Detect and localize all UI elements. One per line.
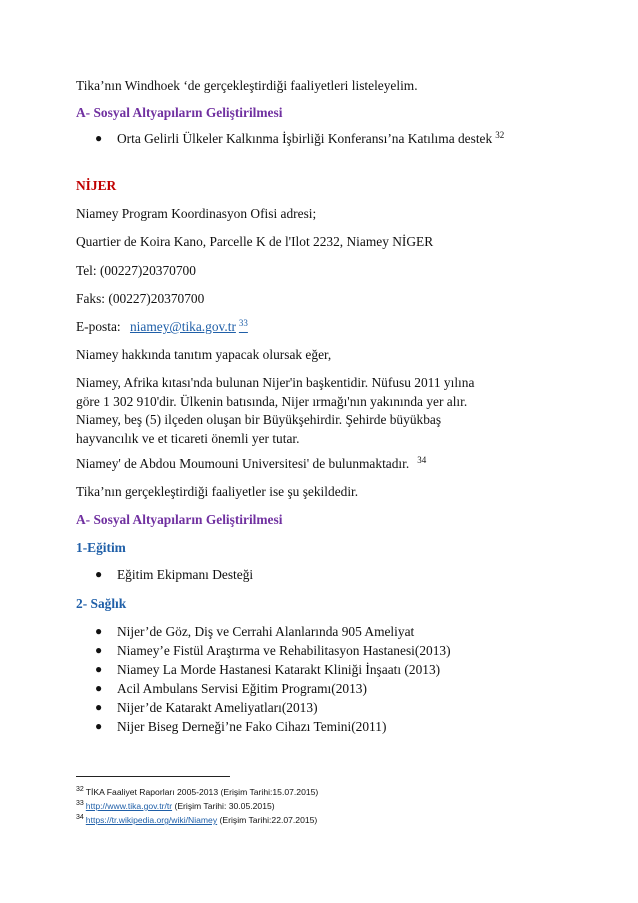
footnote-text: TİKA Faaliyet Raporları 2005-2013 (Erişim Tarihi:15.07.2015)	[85, 787, 319, 797]
list-item	[95, 567, 253, 583]
list-item-text: Nijer’de Katarakt Ameliyatları(2013)	[117, 700, 318, 715]
about-line: Niamey, beş (5) ilçeden oluşan bir Büyükşehirdir. Şehirde büyükbaş	[76, 412, 442, 427]
health-list	[95, 622, 451, 736]
university-text: Niamey' de Abdou Moumouni Universitesi' de bulunmaktadır.	[76, 456, 410, 471]
address-line: Quartier de Koira Kano, Parcelle K de l'Ilot 2232, Niamey NİGER	[76, 234, 434, 249]
email-line	[76, 318, 248, 336]
bullet-icon: ●	[95, 662, 103, 676]
list-item-text: Niamey La Morde Hastanesi Katarakt Kliniği İnşaatı (2013)	[117, 662, 441, 677]
footnote	[76, 814, 317, 827]
bullet-icon: ●	[95, 131, 103, 145]
bullet-list	[95, 131, 504, 147]
tel-line: Tel: (00227)20370700	[76, 263, 196, 278]
list-item	[95, 622, 451, 641]
footnote-text: (Erişim Tarihi:22.07.2015)	[217, 815, 318, 825]
footnote-ref[interactable]: 32	[495, 129, 505, 140]
section-heading: A- Sosyal Altyapıların Geliştirilmesi	[76, 105, 283, 120]
list-item-text: Nijer’de Göz, Diş ve Cerrahi Alanlarında 905 Ameliyat	[117, 624, 415, 639]
about-line: Niamey, Afrika kıtası'nda bulunan Nijer'in başkentidir. Nüfusu 2011 yılına	[76, 375, 475, 390]
footnote-number: 33	[76, 800, 84, 808]
education-heading: 1-Eğitim	[76, 540, 126, 555]
bullet-icon: ●	[95, 567, 103, 581]
footnote-ref[interactable]: 33	[238, 317, 248, 328]
about-line: hayvancılık ve et ticareti önemli yer tutar.	[76, 430, 300, 446]
bullet-icon: ●	[95, 700, 103, 714]
about-line: göre 1 302 910'dir. Ülkenin batısında, Nijer ırmağı'nın yakınında yer alır.	[76, 393, 468, 409]
footnote-separator	[76, 776, 230, 777]
about-intro: Niamey hakkında tanıtım yapacak olursak eğer,	[76, 347, 332, 362]
footnote-number: 34	[76, 814, 84, 822]
section-heading: A- Sosyal Altyapıların Geliştirilmesi	[76, 512, 283, 527]
list-item	[95, 131, 504, 147]
footnote	[76, 800, 275, 813]
health-heading: 2- Sağlık	[76, 596, 127, 611]
bullet-icon: ●	[95, 681, 103, 695]
list-item	[95, 698, 451, 717]
email-label: E-posta:	[76, 319, 121, 334]
list-item-text: Acil Ambulans Servisi Eğitim Programı(2013)	[117, 681, 367, 696]
about-paragraph	[76, 374, 556, 448]
footnote-link[interactable]: http://www.tika.gov.tr/tr	[85, 801, 173, 811]
email-link[interactable]	[130, 319, 248, 334]
footnote-link[interactable]: https://tr.wikipedia.org/wiki/Niamey	[85, 815, 218, 825]
footnote-text: (Erişim Tarihi: 30.05.2015)	[172, 801, 275, 811]
list-item-text: Orta Gelirli Ülkeler Kalkınma İşbirliği Konferansı’na Katılıma destek	[117, 131, 493, 146]
bullet-icon: ●	[95, 643, 103, 657]
activities-intro: Tika’nın gerçekleştirdiği faaliyetler ise şu şekildedir.	[76, 484, 359, 499]
footnote-number: 32	[76, 786, 84, 794]
list-item	[95, 717, 451, 736]
list-item-text: Nijer Biseg Derneği’ne Fako Cihazı Temini(2011)	[117, 719, 387, 734]
university-line	[76, 455, 426, 473]
list-item-text: Niamey’e Fistül Araştırma ve Rehabilitasyon Hastanesi(2013)	[117, 643, 451, 658]
office-line: Niamey Program Koordinasyon Ofisi adresi;	[76, 206, 317, 221]
bullet-icon: ●	[95, 719, 103, 733]
bullet-icon: ●	[95, 624, 103, 638]
intro-text: Tika’nın Windhoek ‘de gerçekleştirdiği faaliyetleri listeleyelim.	[76, 78, 418, 93]
country-heading: NİJER	[76, 178, 117, 193]
list-item-text: Eğitim Ekipmanı Desteği	[117, 567, 254, 582]
list-item	[95, 641, 451, 660]
footnote-ref[interactable]: 34	[417, 454, 427, 465]
fax-line: Faks: (00227)20370700	[76, 291, 205, 306]
list-item	[95, 660, 451, 679]
email-address[interactable]: niamey@tika.gov.tr	[129, 319, 236, 334]
list-item	[95, 679, 451, 698]
footnote	[76, 786, 318, 799]
education-list	[95, 567, 253, 583]
